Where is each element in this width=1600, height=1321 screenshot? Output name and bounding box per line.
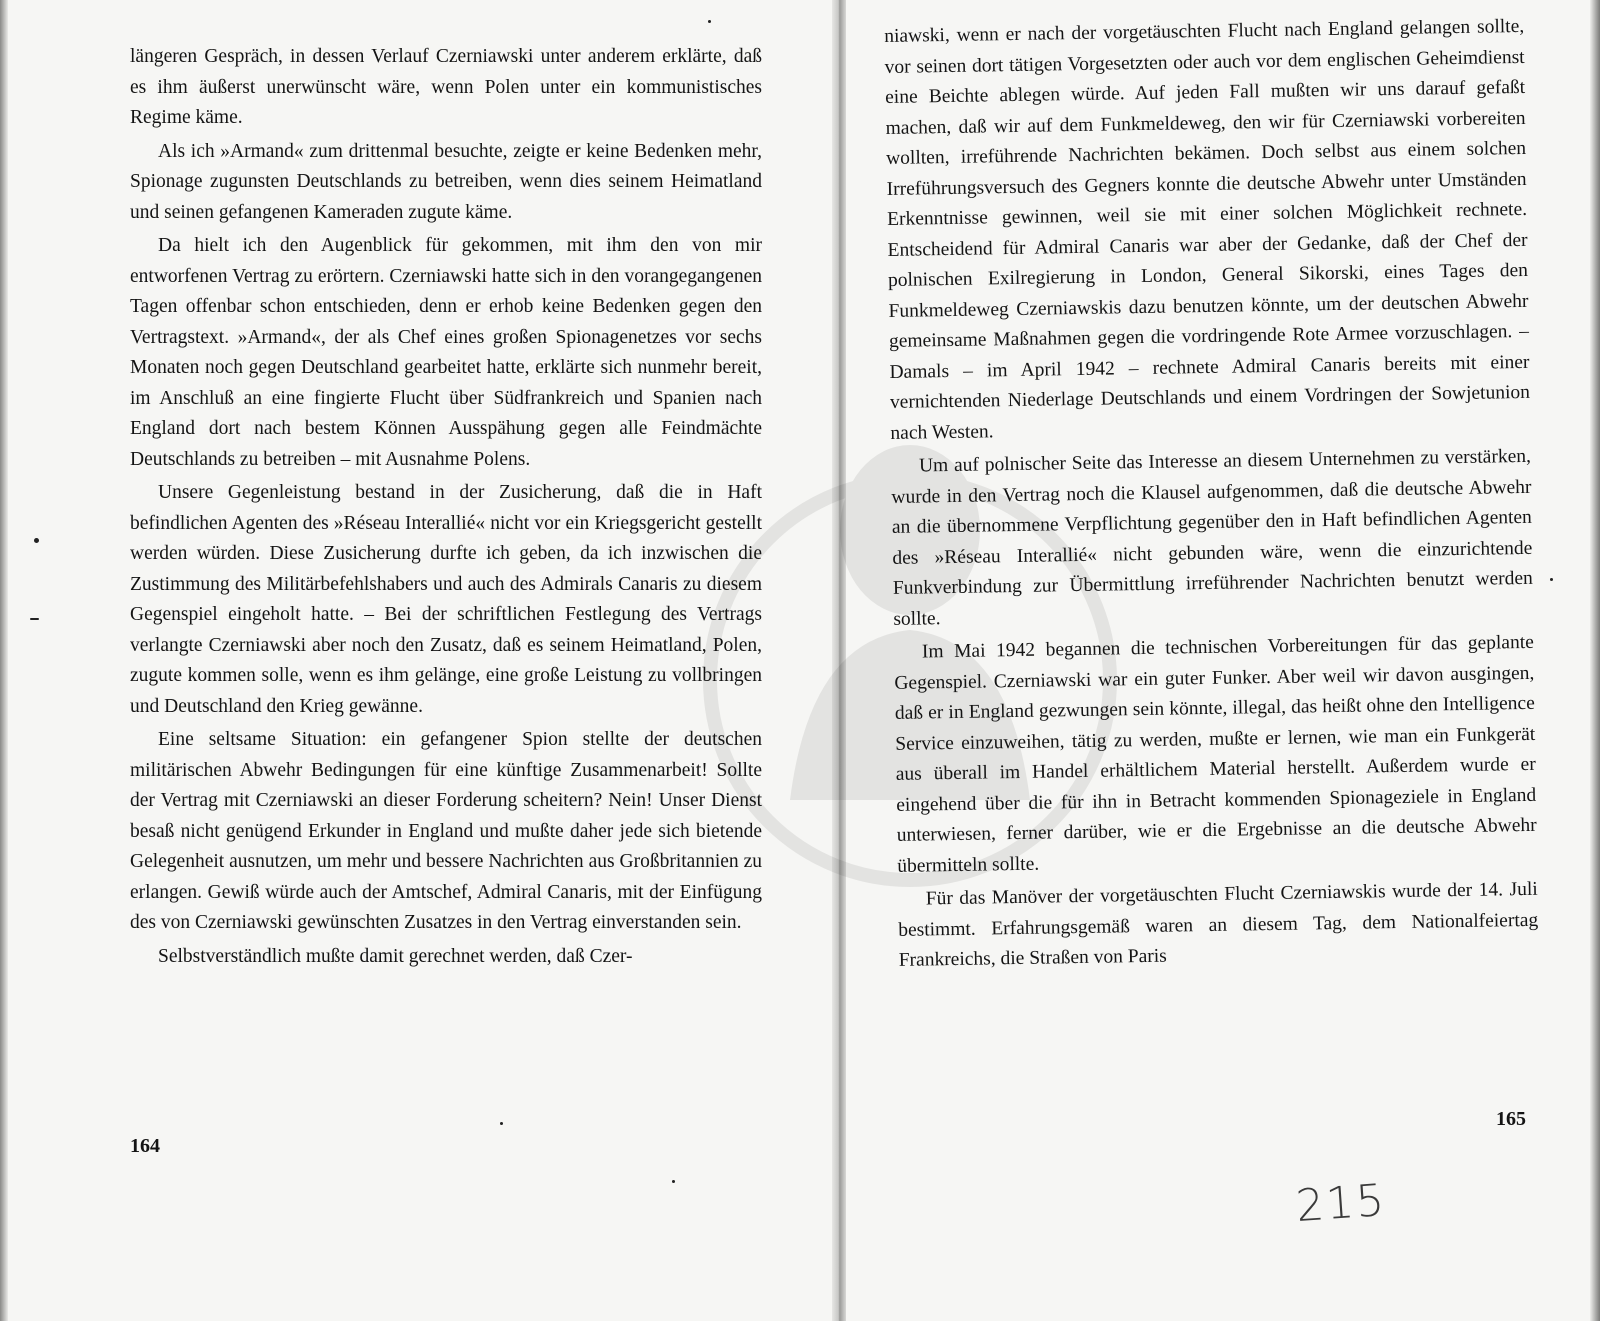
scan-speck [30,618,39,620]
page-number: 165 [1496,1108,1526,1130]
scan-speck [500,1122,503,1125]
paragraph: Um auf polnischer Seite das Interesse an diesem Unternehmen zu verstärken, wurde in den Vertrag noch die Klausel aufgenommen, daß die deutsche Abwehr an die übernommene Verpflichtung gegenüber den in Haft befindlichen Agenten des »Réseau Interallié« nicht gebunden wäre, wenn die einzurichtende Funkverbindung zur Übermittlung irreführender Nachrichten benutzt werden sollte. [891,445,1533,630]
paragraph: Unsere Gegenleistung bestand in der Zusicherung, daß die in Haft befindlichen Agenten des »Réseau Interallié« nicht vor ein Kriegsgericht gestellt werden würden. Diese Zusicherung durfte ich geben, da ich inzwischen die Zustimmung des Militärbefehlshabers und auch des Admirals Canaris zu diesem Gegenspiel eingeholt hatte. – Bei der schriftlichen Festlegung des Vertrags verlangte Czerniawski aber noch den Zusatz, daß es seinem Heimatland, Polen, zugute kommen solle, wenn es ihm gelänge, eine große Leistung zu vollbringen und Deutschland den Krieg gewänne. [130,482,762,717]
paragraph: niawski, wenn er nach der vorgetäuschten Flucht nach England gelangen sollte, vor seinen dort tätigen Vorgesetzten oder auch vor dem englischen Geheimdienst eine Beichte ablegen würde. Auf jeden Fall mußten wir uns darauf gefaßt machen, daß wir auf dem Funkmeldeweg, den wir für Czerniawski vorbereiten wollten, irreführende Nachrichten bekämen. Doch selbst aus einem solchen Irreführungsversuch des Gegners konnte die deutsche Abwehr unter Umständen Erkenntnisse gewinnen, weil sie mit einer solchen Möglichkeit rechnete. Entscheidend für Admiral Canaris war aber der Gedanke, daß der Chef der polnischen Exilregierung in London, General Sikorski, eines Tages den Funkmeldeweg Czerniawskis dazu benutzen könnte, um der deutschen Abwehr gemeinsame Maßnahmen gegen die vordringende Rote Armee vorzuschlagen. – Damals – im April 1942 – rechnete Admiral Canaris bereits mit einer vernichtenden Niederlage Deutschlands und einem Vordringen der Sowjetunion nach Westen. [884,15,1531,444]
scan-speck [672,1180,675,1183]
paragraph: Eine seltsame Situation: ein gefangener Spion stellte der deutschen militärischen Abwehr Bedingungen für eine künftige Zusammenarbeit! Sollte der Vertrag mit Czerniawski an dieser Forderung scheitern? Nein! Unser Dienst besaß nicht genügend Erkunder in England und mußte daher jede sich bietende Gelegenheit ausnutzen, um mehr und bessere Nachrichten aus Großbritannien zu erlangen. Gewiß würde auch der Amtschef, Admiral Canaris, mit der Einfügung des von Czerniawski gewünschten Zusatzes in den Vertrag einverstanden sein. [130,729,762,933]
page-number: 164 [130,1135,160,1157]
book-gutter [832,0,846,1321]
right-page-text [884,12,1539,979]
scan-speck [1550,578,1553,581]
right-page [846,0,1600,1321]
paragraph: Selbstverständlich mußte damit gerechnet werden, daß Czer- [158,945,633,967]
left-page-text [130,42,762,975]
handwritten-page-number: 215 [1294,1174,1388,1233]
paragraph: längeren Gespräch, in dessen Verlauf Czerniawski unter anderem erklärte, daß es ihm äußerst unerwünscht wäre, wenn Polen unter ein kommunistisches Regime käme. [130,46,762,128]
scan-speck [708,20,711,23]
paragraph: Als ich »Armand« zum drittenmal besuchte, zeigte er keine Bedenken mehr, Spionage zugunsten Deutschlands zu betreiben, wenn dies seinem Heimatland und seinen gefangenen Kameraden zugute käme. [130,140,762,223]
paragraph: Für das Manöver der vorgetäuschten Flucht Czerniawskis wurde der 14. Juli bestimmt. Erfahrungsgemäß waren an diesem Tag, dem Nationalfeiertag Frankreichs, die Straßen von Paris [898,878,1539,971]
paragraph: Da hielt ich den Augenblick für gekommen, mit ihm den von mir entworfenen Vertrag zu erörtern. Czerniawski hatte sich in den vorangegangenen Tagen offenbar schon entschieden, denn er erhob keine Bedenken gegen den Vertragstext. »Armand«, der als Chef eines großen Spionagenetzes vor sechs Monaten noch gegen Deutschland gearbeitet hatte, erklärte sich nunmehr bereit, im Anschluß an eine fingierte Flucht über Südfrankreich und Spanien nach England dort nach bestem Können Ausspähung gegen alle Feindmächte Deutschlands zu betreiben – mit Ausnahme Polens. [130,235,762,470]
scan-speck [34,538,39,543]
paragraph: Im Mai 1942 begannen die technischen Vorbereitungen für das geplante Gegenspiel. Czerniawski war ein guter Funker. Aber weil wir davon ausgingen, daß er in England gezwungen sein könnte, illegal, das heißt ohne den Intelligence Service einzuweihen, tätig zu werden, mußte er lernen, wie man ein Funkgerät aus überall im Handel erhältlichem Material herstellt. Außerdem wurde er eingehend über die für ihn in Betracht kommenden Spionageziele in England unterwiesen, ferner darüber, wie er die Ergebnisse an die deutsche Abwehr übermitteln sollte. [894,631,1537,877]
